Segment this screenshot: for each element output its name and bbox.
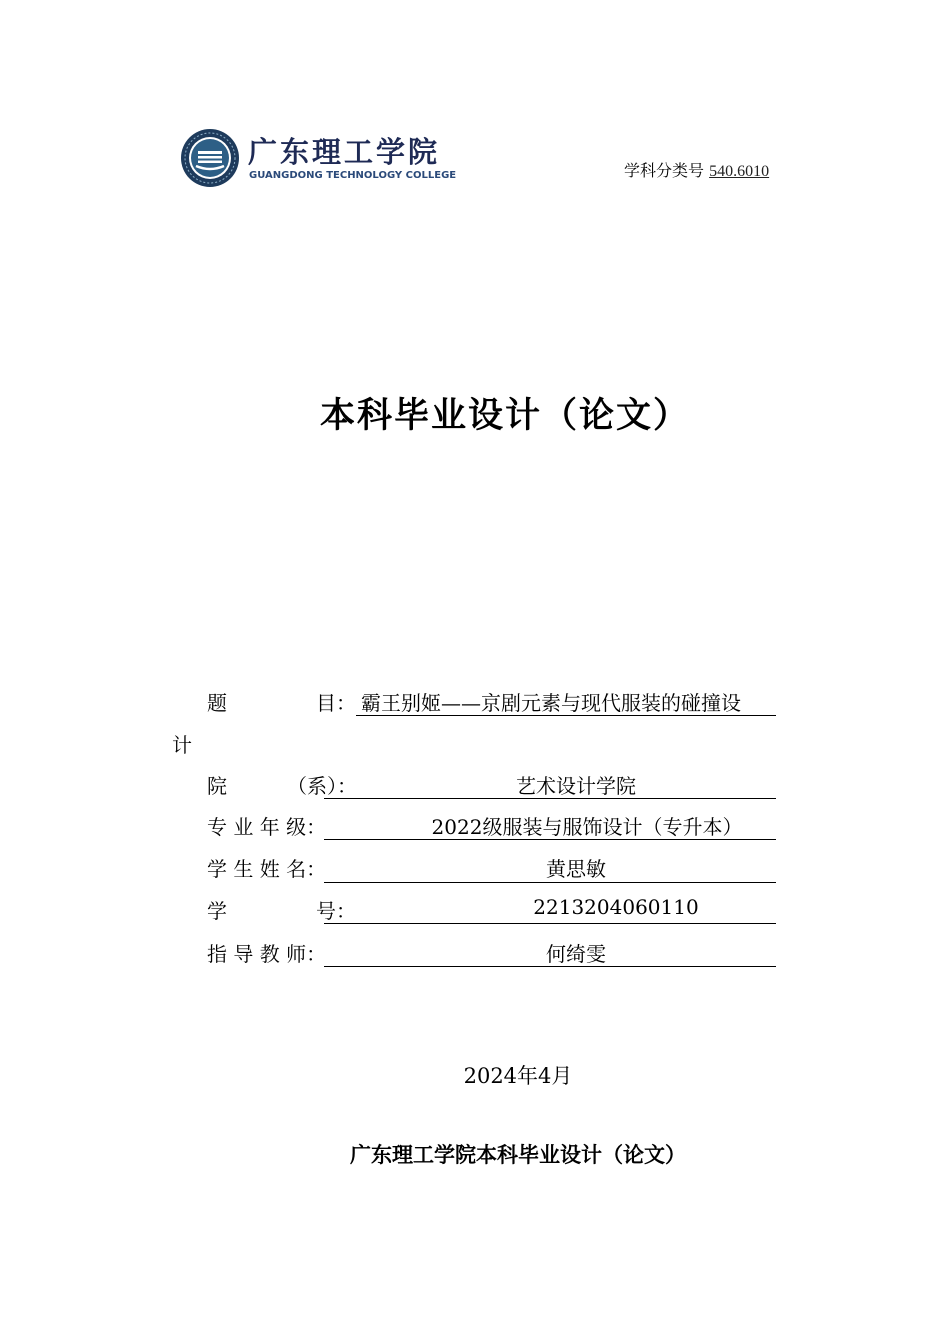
- classification-value: 540.6010: [709, 163, 770, 180]
- logo-name-cn: 广东理工学院: [248, 135, 441, 169]
- student-name-value: 黄思敏: [546, 857, 606, 881]
- student-id-value: 2213204060110: [533, 895, 699, 919]
- classification-number: [624, 158, 769, 181]
- student-id-label-2: 号：: [316, 899, 356, 923]
- college-value: 艺术设计学院: [516, 774, 636, 798]
- thesis-title-line2: 计: [172, 733, 192, 757]
- advisor-label: 指 导 教 师：: [207, 942, 327, 966]
- student-name-label: 学 生 姓 名：: [207, 857, 327, 881]
- college-label-1: 院: [207, 774, 227, 798]
- thesis-title-line1: 霸王别姬——京剧元素与现代服装的碰撞设: [361, 691, 741, 715]
- advisor-value: 何绮雯: [546, 942, 606, 966]
- title-label-2: 目：: [316, 691, 356, 715]
- student-id-label-1: 学: [207, 899, 227, 923]
- page-title: 本科毕业设计（论文）: [319, 396, 690, 436]
- classification-label: 学科分类号: [624, 161, 705, 180]
- title-label-1: 题: [207, 691, 227, 715]
- college-logo: [180, 128, 460, 190]
- footer-title: 广东理工学院本科毕业设计（论文）: [350, 1143, 686, 1167]
- major-value: 2022级服装与服饰设计（专升本）: [431, 815, 743, 839]
- submission-date: 2024年4月: [463, 1064, 573, 1088]
- college-label-2: （系）：: [287, 774, 357, 798]
- college-seal-icon: [180, 128, 240, 188]
- logo-name-en: GUANGDONG TECHNOLOGY COLLEGE: [249, 170, 457, 181]
- major-label: 专 业 年 级：: [207, 815, 327, 839]
